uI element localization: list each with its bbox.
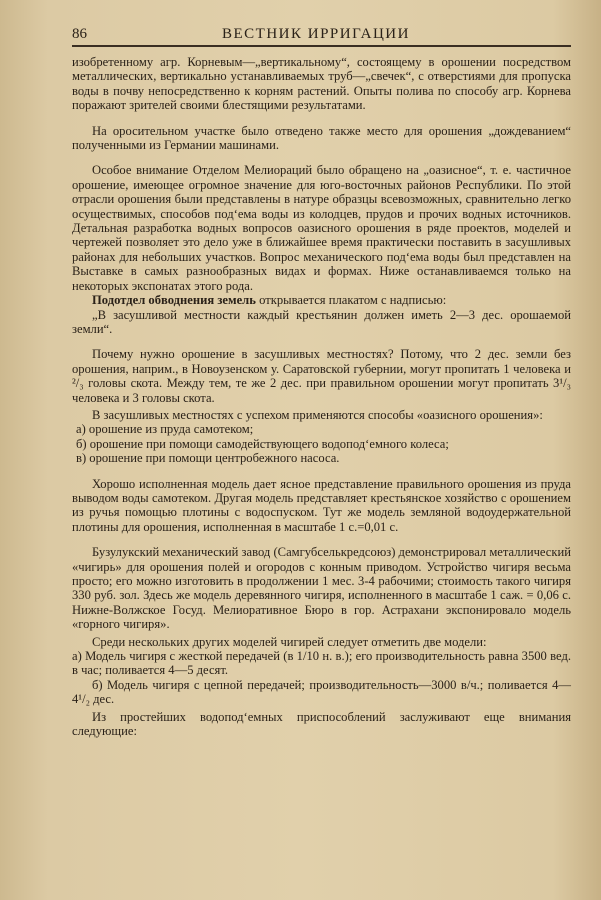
section-intro — [72, 293, 571, 307]
page-header — [72, 26, 571, 47]
paragraph: Бузулукский механический завод (Самгубселькредсоюз) демонстрировал металлический «чигирь» для орошения полей и огородов с конным приводом. Устройство чигиря весьма просто; его можно изготовить в продолжении 1 мес. 3-4 рабочими; стоимость такого чигиря 330 руб. зол. Здесь же модель деревянного чигиря, исполненного в масштабе 1 саж. = 0,06 с. Нижне-Волжское Госуд. Мелиоративное Бюро в гор. Астрахани экспонировало модель «горного чигиря». — [72, 545, 571, 632]
paragraph: Хорошо исполненная модель дает ясное представление правильного орошения из пруда выводом воды самотеком. Другая модель представляет крестьянское хозяйство с орошением из ручья помощью плотины с водоспуском. Тут же модель земляной водоудержательной плотины для орошения, исполненная в масштабе 1 с.=0,01 с. — [72, 476, 571, 534]
page-number: 86 — [72, 26, 87, 42]
paragraph: изобретенному агр. Корневым—„вертикальному“, состоящему в орошении посредством металлических, вертикально устанавливаемых труб—„свечек“, с отверстиями для пропуска воды в почву непосредственно к корням растений. Опыты полива по способу агр. Корнева поражают зрителей своими блестящими результатами. — [72, 55, 571, 113]
paragraph: Особое внимание Отделом Мелиораций было обращено на „оазисное“, т. е. частичное орошение, имеющее огромное значение для юго-восточных районов Республики. По этой отрасли орошения были представлены в натуре образцы всевозможных, сравнительно легко осуществимых, способов под‘ема воды из колодцев, прудов и прочих водных источников. Детальная разработка водных вопросов оазисного орошения в ряде проектов, моделей и чертежей позволяет это дело уже в ближайшее время практически поставить в засушливых районах для небольших участков. Вопрос механического под‘ема воды был представлен на Выставке в самых разнообразных видах и формах. Ниже останавливаемся только на некоторых экспонатах этого рода. — [72, 163, 571, 293]
paragraph: На оросительном участке было отведено также место для орошения „дождеванием“ полученными из Германии машинами. — [72, 123, 571, 153]
paragraph: Почему нужно орошение в засушливых местностях? Потому, что 2 дес. земли без орошения, наприм., в Новоузенском у. Саратовской губернии, могут пропитать 1 человека и ²/₃ головы скота. Между тем, те же 2 дес. при правильном орошении могут пропитать 3¹/₃ человека и 3 головы скота. — [72, 347, 571, 405]
paragraph: В засушливых местностях с успехом применяются способы «оазисного орошения»: — [92, 407, 543, 422]
paragraph: Среди нескольких других моделей чигирей следует отметить две модели: — [92, 634, 487, 649]
journal-title: ВЕСТНИК ИРРИГАЦИИ — [222, 26, 410, 42]
article-body — [72, 55, 571, 738]
method-item: б) орошение при помощи самодействующего водопод‘емного колеса; — [76, 436, 449, 451]
model-item: б) Модель чигиря с цепной передачей; производительность—3000 в/ч.; поливается 4—4¹/₂ дес. — [72, 677, 571, 707]
model-item: а) Модель чигиря с жесткой передачей (в 1/10 н. в.); его производительность равна 3500 вед. в час; поливается 4—5 десят. — [72, 649, 571, 678]
section-heading: Подотдел обводнения земель — [92, 293, 256, 308]
method-item: а) орошение из пруда самотеком; — [76, 422, 254, 437]
closing-paragraph: Из простейших водопод‘емных приспособлений заслуживают еще внимания следующие: — [72, 709, 571, 739]
poster-quote: „В засушливой местности каждый крестьянин должен иметь 2—3 дес. орошаемой земли“. — [72, 307, 571, 336]
method-item: в) орошение при помощи центробежного насоса. — [76, 451, 340, 466]
section-heading-rest: открывается плакатом с надписью: — [259, 293, 447, 308]
